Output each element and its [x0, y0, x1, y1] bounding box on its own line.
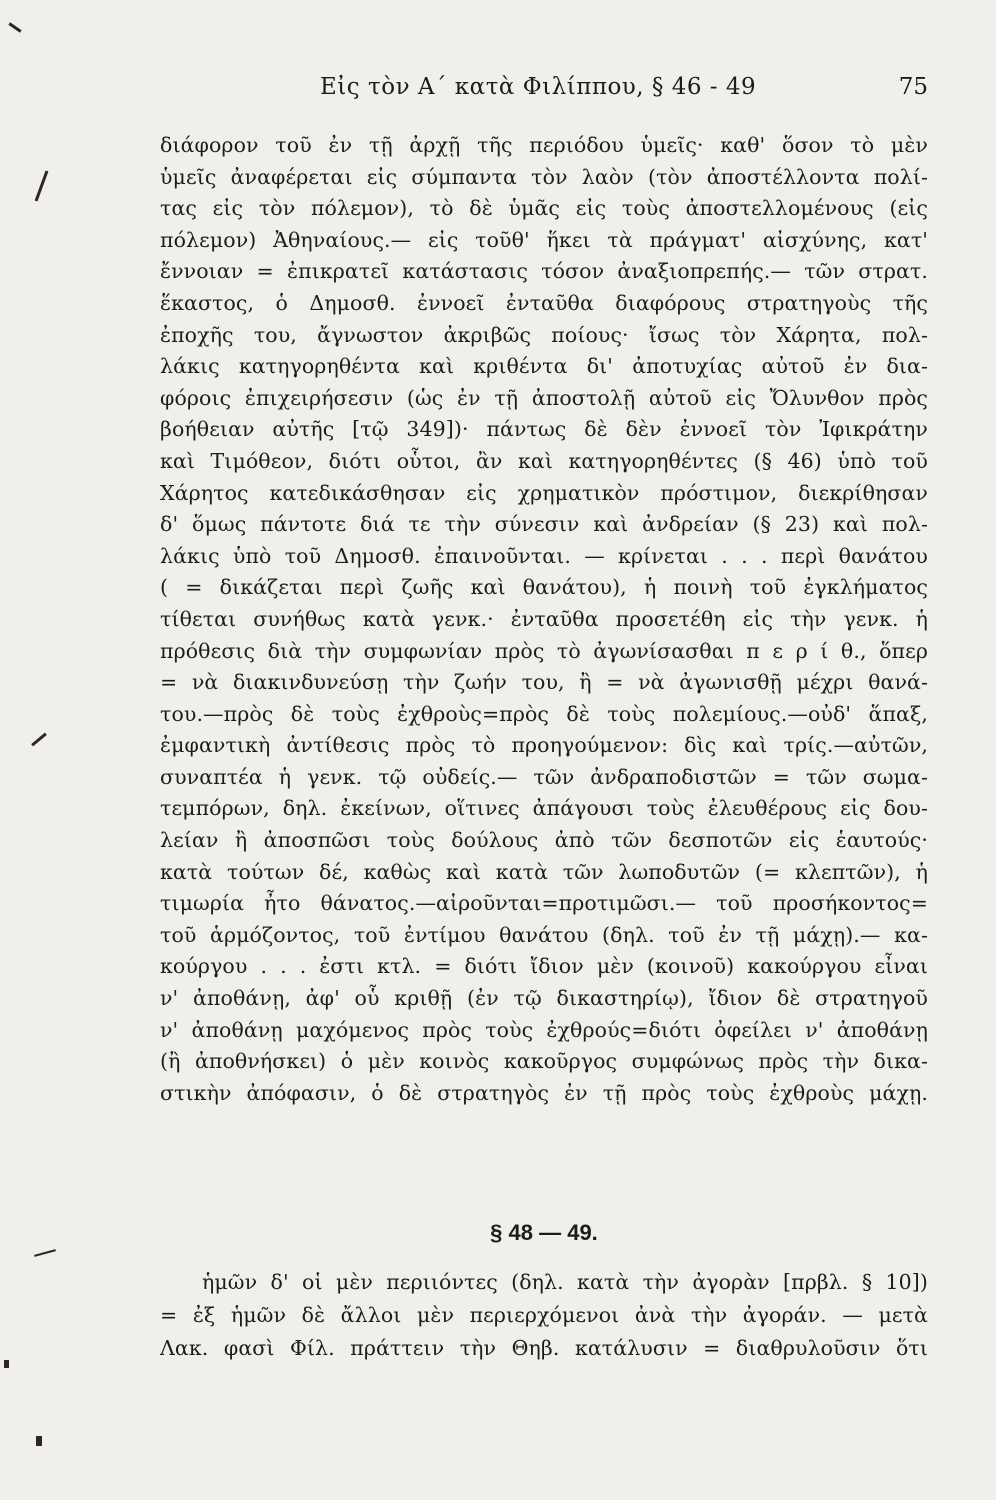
text-line: ἐμφαντικὴ ἀντίθεσις πρὸς τὸ προηγούμενον: δὶς καὶ τρίς.—αὐτῶν,	[160, 733, 928, 758]
text-line: τοῦ ἁρμόζοντος, τοῦ ἐντίμου θανάτου (δηλ. τοῦ ἐν τῇ μάχῃ).— κα-	[160, 922, 928, 947]
text-line: = ἐξ ἡμῶν δὲ ἄλλοι μὲν περιερχόμενοι ἀνὰ τὴν ἀγοράν. — μετὰ	[160, 1303, 928, 1327]
text-line: συναπτέα ἡ γενκ. τῷ οὐδείς.— τῶν ἀνδραποδιστῶν = τῶν σωμα-	[160, 764, 928, 789]
margin-mark	[36, 1436, 42, 1446]
text-line: στικὴν ἀπόφασιν, ὁ δὲ στρατηγὸς ἐν τῇ πρὸς τοὺς ἐχθροὺς μάχῃ.	[160, 1080, 928, 1105]
margin-mark	[34, 1249, 56, 1257]
text-line: καὶ Τιμόθεον, διότι οὗτοι, ἂν καὶ κατηγορηθέντες (§ 46) ὑπὸ τοῦ	[160, 448, 928, 473]
text-line: πρόθεσις διὰ τὴν συμφωνίαν πρὸς τὸ ἀγωνίσασθαι π ε ρ ί θ., ὅπερ	[160, 638, 928, 663]
text-line: τεμπόρων, δηλ. ἐκείνων, οἵτινες ἀπάγουσι τοὺς ἐλευθέρους εἰς δου-	[160, 796, 928, 821]
margin-mark	[8, 22, 21, 32]
text-line: πόλεμον) Ἀθηναίους.— εἰς τοῦθ' ἥκει τὰ πράγματ' αἰσχύνης, κατ'	[160, 227, 928, 252]
text-line: ( = δικάζεται περὶ ζωῆς καὶ θανάτου), ἡ ποινὴ τοῦ ἐγκλήματος	[160, 575, 928, 600]
text-line: ν' ἀποθάνῃ, ἀφ' οὗ κριθῇ (ἐν τῷ δικαστηρίῳ), ἴδιον δὲ στρατηγοῦ	[160, 986, 928, 1011]
text-line: του.—πρὸς δὲ τοὺς ἐχθροὺς=πρὸς δὲ τοὺς πολεμίους.—οὐδ' ἅπαξ,	[160, 701, 928, 726]
section-text	[160, 1266, 928, 1365]
text-line: κούργου . . . ἐστι κτλ. = διότι ἴδιον μὲν (κοινοῦ) κακούργου εἶναι	[160, 954, 928, 979]
text-line: Λακ. φασὶ Φίλ. πράττειν τὴν Θηβ. κατάλυσιν = διαθρυλοῦσιν ὅτι	[160, 1336, 928, 1360]
text-line: Χάρητος κατεδικάσθησαν εἰς χρηματικὸν πρόστιμον, διεκρίθησαν	[160, 480, 928, 505]
text-line: λείαν ἢ ἀποσπῶσι τοὺς δούλους ἀπὸ τῶν δεσποτῶν εἰς ἑαυτούς·	[160, 828, 928, 853]
text-line: (ἢ ἀποθνήσκει) ὁ μὲν κοινὸς κακοῦργος συμφώνως πρὸς τὴν δικα-	[160, 1049, 928, 1074]
text-line: δ' ὅμως πάντοτε διά τε τὴν σύνεσιν καὶ ἀνδρείαν (§ 23) καὶ πολ-	[160, 512, 928, 537]
running-title: Εἰς τὸν Α΄ κατὰ Φιλίππου, § 46 - 49	[320, 74, 757, 100]
margin-mark	[4, 1360, 9, 1368]
text-line: τίθεται συνήθως κατὰ γενκ.· ἐνταῦθα προσετέθη εἰς τὴν γενκ. ἡ	[160, 606, 928, 631]
text-line: ἔννοιαν = ἐπικρατεῖ κατάστασις τόσον ἀναξιοπρεπής.— τῶν στρατ.	[160, 259, 928, 284]
margin-mark	[31, 733, 47, 747]
section-heading: § 48 — 49.	[490, 1220, 598, 1245]
margin-mark	[35, 170, 49, 201]
commentary-text	[160, 130, 928, 1109]
text-line: τας εἰς τὸν πόλεμον), τὸ δὲ ὑμᾶς εἰς τοὺς ἀποστελλομένους (εἰς	[160, 196, 928, 221]
page-number: 75	[898, 74, 928, 100]
text-line: βοήθειαν αὐτῆς [τῷ 349])· πάντως δὲ δὲν ἐννοεῖ τὸν Ἰφικράτην	[160, 417, 928, 442]
text-line: λάκις κατηγορηθέντα καὶ κριθέντα δι' ἀποτυχίας αὐτοῦ ἐν δια-	[160, 354, 928, 379]
text-line: φόροις ἐπιχειρήσεσιν (ὡς ἐν τῇ ἀποστολῇ αὐτοῦ εἰς Ὄλυνθον πρὸς	[160, 385, 928, 410]
text-line: ἕκαστος, ὁ Δημοσθ. ἐννοεῖ ἐνταῦθα διαφόρους στρατηγοὺς τῆς	[160, 290, 928, 315]
running-header	[160, 74, 928, 110]
text-line: λάκις ὑπὸ τοῦ Δημοσθ. ἐπαινοῦνται. — κρίνεται . . . περὶ θανάτου	[160, 543, 928, 568]
text-line: διάφορον τοῦ ἐν τῇ ἀρχῇ τῆς περιόδου ὑμεῖς· καθ' ὅσον τὸ μὲν	[160, 133, 928, 157]
text-line: τιμωρία ἦτο θάνατος.—αἱροῦνται=προτιμῶσι.— τοῦ προσήκοντος=	[160, 891, 928, 916]
text-line: ν' ἀποθάνῃ μαχόμενος πρὸς τοὺς ἐχθρούς=διότι ὀφείλει ν' ἀποθάνῃ	[160, 1017, 928, 1042]
text-line: ἡμῶν δ' οἱ μὲν περιιόντες (δηλ. κατὰ τὴν ἀγορὰν [πρβλ. § 10])	[202, 1270, 928, 1294]
text-line: κατὰ τούτων δέ, καθὼς καὶ κατὰ τῶν λωποδυτῶν (= κλεπτῶν), ἡ	[160, 859, 928, 884]
text-line: ὑμεῖς ἀναφέρεται εἰς σύμπαντα τὸν λαὸν (τὸν ἀποστέλλοντα πολί-	[160, 164, 928, 189]
text-line: ἐποχῆς του, ἄγνωστον ἀκριβῶς ποίους· ἴσως τὸν Χάρητα, πολ-	[160, 322, 928, 347]
text-line: = νὰ διακινδυνεύσῃ τὴν ζωήν του, ἢ = νὰ ἀγωνισθῇ μέχρι θανά-	[160, 670, 928, 695]
